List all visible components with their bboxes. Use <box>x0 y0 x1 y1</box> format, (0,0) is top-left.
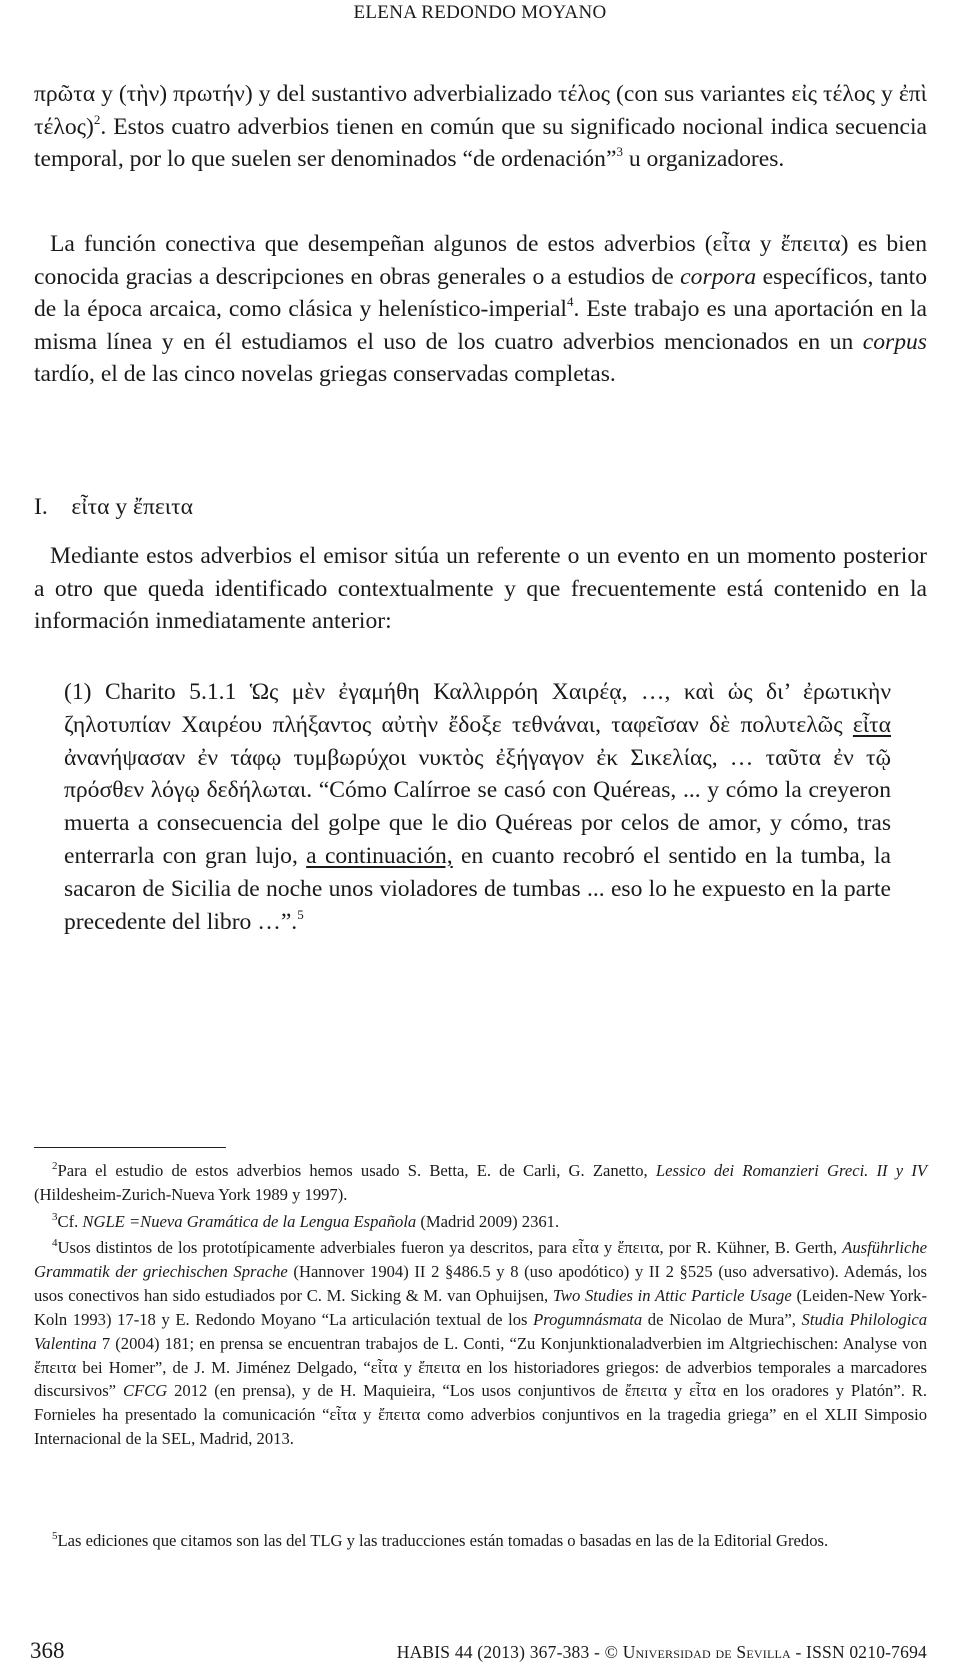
italic-title: Ausführliche Grammatik der griechischen Sprache <box>34 1238 927 1281</box>
journal-citation <box>397 1642 927 1663</box>
running-head: ELENA REDONDO MOYANO <box>353 2 607 23</box>
text-segment: (Hannover 1904) II 2 §486.5 y 8 (uso apodótico) y II 2 §525 (uso adversativo). Además, los usos conectivos han sido estudiados por C. M. Sicking & M. van Ophuijsen, <box>34 1261 927 1305</box>
text-segment: Las ediciones que citamos son las del TLG y las traducciones están tomadas o basadas en las de la Editorial Gredos. <box>57 1531 829 1550</box>
paragraph-3: Mediante estos adverbios el emisor sitúa un referente o un evento en un momento posterior a otro que queda identificado contextualmente y que frecuentemente está contenido en la información inmediatamente anterior: <box>34 543 927 635</box>
underlined-term: εἶτα <box>852 711 891 738</box>
publisher-name: Universidad de Sevilla <box>622 1642 791 1662</box>
quotation-block <box>64 676 891 938</box>
text-segment: en cuanto recobró el sentido en la tumba, la sacaron de Sicilia de noche unos violadores de tumbas ... eso lo he expuesto en la parte precedente del libro …”. <box>64 842 892 935</box>
italic-term: corpora <box>680 263 757 290</box>
footnote-5 <box>34 1529 927 1553</box>
text-segment: . Estos cuatro adverbios tienen en común que su significado nocional indica secuencia temporal, por lo que suelen ser denominados “de ordenación” <box>34 113 927 173</box>
footnote-number: 5 <box>52 1530 58 1542</box>
text-segment: . Este trabajo es una aportación en la misma línea y en él estudiamos el uso de los cuatro adverbios mencionados en un <box>34 296 927 355</box>
page-number: 368 <box>30 1638 65 1663</box>
text-segment: (1) Charito 5.1.1 Ὡς μὲν ἐγαμήθη Καλλιρρόη Χαιρέᾳ, …, καὶ ὡς δι’ ἐρωτικὴν ζηλοτυπίαν Χαιρέου πλήξαντος αὐτὴν ἔδοξε τεθνάναι, ταφεῖσαν δὲ πολυτελῶς <box>64 679 891 738</box>
footnote-ref[interactable]: 4 <box>566 294 574 310</box>
text-segment: tardío, el de las cinco novelas griegas conservadas completas. <box>34 361 616 388</box>
text-segment: Para el estudio de estos adverbios hemos usado S. Betta, E. de Carli, G. Zanetto, <box>57 1161 656 1180</box>
italic-title: Lessico dei Romanzieri Greci. II y IV <box>655 1161 927 1180</box>
text-segment: (Hildesheim-Zurich-Nueva York 1989 y 1997). <box>34 1184 348 1204</box>
italic-term: corpus <box>862 328 927 355</box>
footnote-number: 2 <box>52 1160 58 1172</box>
text-segment: Cf. <box>57 1212 83 1231</box>
text-segment: Usos distintos de los prototípicamente adverbiales fueron ya descritos, para εἶτα y ἔπειτα, por R. Kühner, B. Gerth, <box>57 1238 843 1257</box>
italic-title: Progumnásmata <box>533 1309 643 1329</box>
text-segment: - ISSN 0210-7694 <box>790 1642 927 1662</box>
italic-title: Two Studies in Attic Particle Usage <box>552 1285 792 1305</box>
italic-title: CFCG <box>122 1381 168 1401</box>
footnote-4 <box>34 1236 927 1451</box>
italic-title: NGLE =Nueva Gramática de la Lengua Española <box>82 1212 417 1231</box>
paragraph-1 <box>34 78 927 176</box>
text-segment: (Leiden-New York-Koln 1993) 17-18 y E. Redondo Moyano “La articulación textual de los <box>34 1285 927 1329</box>
paragraph-2 <box>34 228 927 391</box>
footnote-ref[interactable]: 3 <box>616 144 623 160</box>
italic-title: Studia Philologica Valentina <box>34 1309 927 1353</box>
underlined-term: a continuación, <box>306 842 453 869</box>
text-segment: HABIS 44 (2013) 367-383 - © <box>396 1642 623 1662</box>
footnote-divider <box>34 1147 226 1148</box>
text-segment: πρῶτα y (τὴν) πρωτήν) y del sustantivo adverbializado τέλος (con sus variantes εἰς τέλος y ἐπὶ τέλος) <box>34 81 927 140</box>
text-segment: ἀνανήψασαν ἐν τάφῳ τυμβωρύχοι νυκτὸς ἐξήγαγον ἐκ Σικελίας, … ταῦτα ἐν τῷ πρόσθεν λόγῳ δεδήλωται. “Cómo Calírroe se casó con Quéreas, ... y cómo la creyeron muerta a consecuencia del golpe que le dio Quéreas por celos de amor, y cómo, tras enterrarla con gran lujo, <box>64 744 891 869</box>
text-segment: (Madrid 2009) 2361. <box>416 1212 560 1231</box>
text-segment: 7 (2004) 181; en prensa se encuentran trabajos de L. Conti, “Zu Konjunktionaladverbien im Altgriechischen: Analyse von ἔπειτα bei Homer”, de J. M. Jiménez Delgado, “εἶτα y ἔπειτα en los historiadores griegos: de adverbios temporales a marcadores discursivos” <box>34 1333 927 1401</box>
text-segment: de Nicolao de Mura”, <box>642 1309 802 1329</box>
text-segment: 2012 (en prensa), y de H. Maquieira, “Los usos conjuntivos de ἔπειτα y εἶτα en los oradores y Platón”. R. Fornieles ha presentado la comunicación “εἶτα y ἔπειτα como adverbios conjuntivos en la tragedia griega” en el XLII Simposio Internacional de la SEL, Madrid, 2013. <box>34 1381 927 1449</box>
section-heading: I. εἶτα y ἔπειτα <box>34 494 193 520</box>
footnote-2 <box>34 1159 927 1207</box>
footnote-number: 3 <box>52 1211 58 1223</box>
footnote-ref[interactable]: 5 <box>297 906 304 922</box>
text-segment: específicos, tanto de la época arcaica, como clásica y helenístico-imperial <box>34 263 927 323</box>
footnote-ref[interactable]: 2 <box>93 111 101 127</box>
text-segment: La función conectiva que desempeñan algunos de estos adverbios (εἶτα y ἔπειτα) es bien conocida gracias a descripciones en obras generales o a estudios de <box>34 231 927 290</box>
footnote-3 <box>34 1210 927 1234</box>
footnote-number: 4 <box>52 1237 58 1249</box>
text-segment: u organizadores. <box>622 146 785 173</box>
